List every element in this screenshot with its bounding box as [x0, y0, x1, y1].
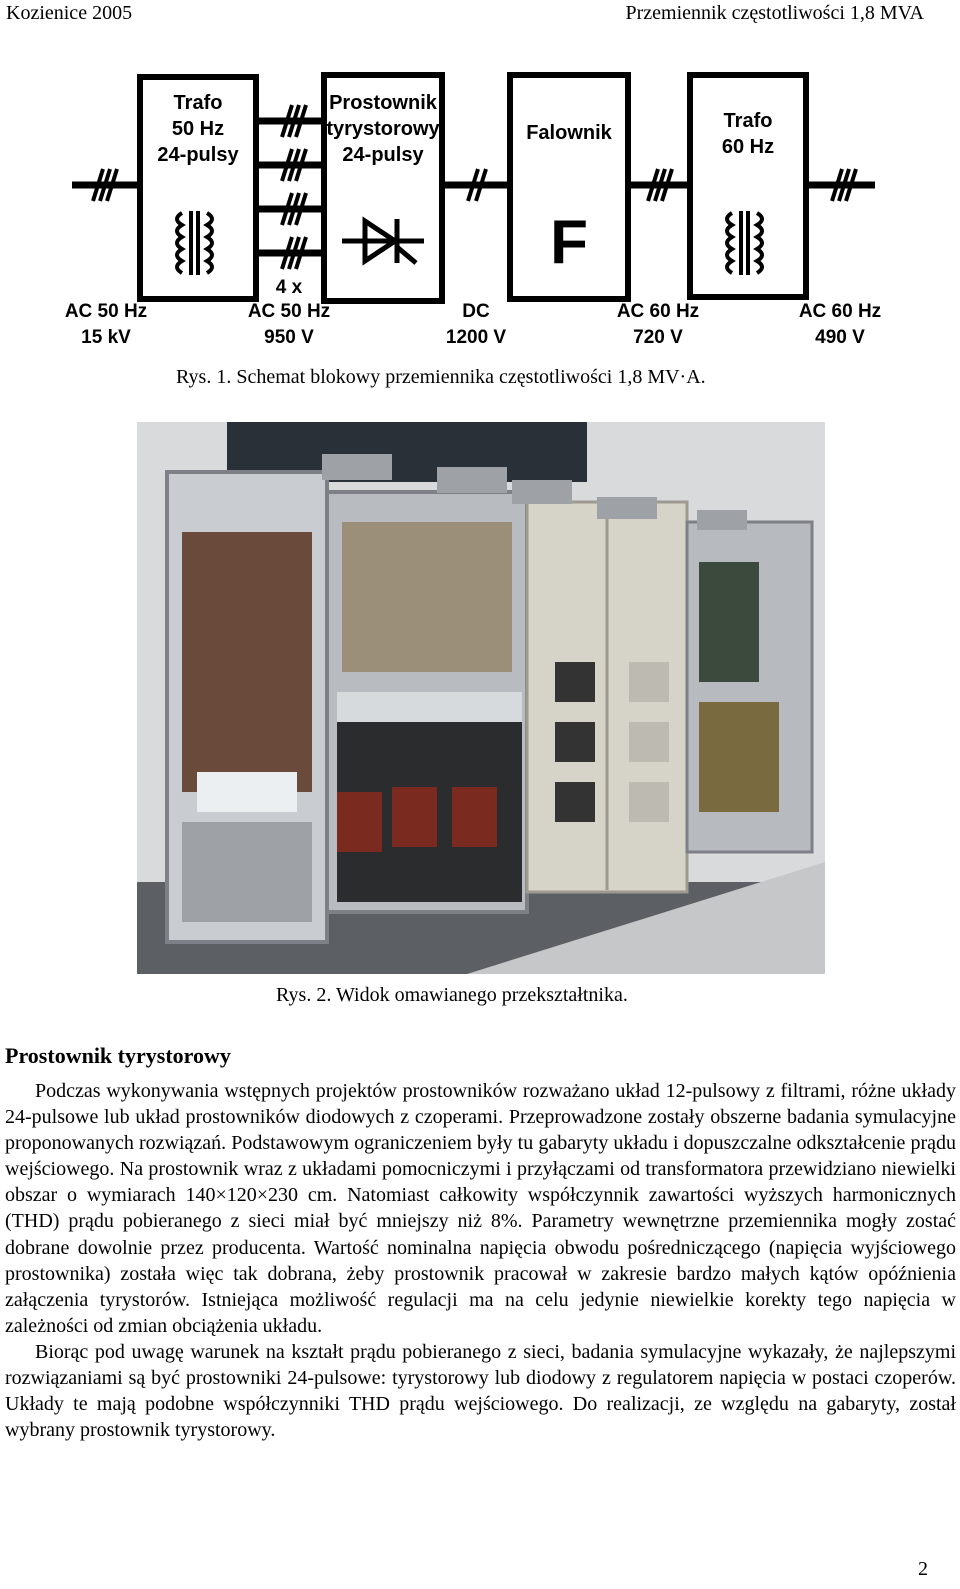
body-text [5, 1078, 956, 1443]
section-heading: Prostownik tyrystorowy [5, 1043, 231, 1068]
block-trafo-60hz-line-1: Trafo [723, 110, 773, 132]
paragraph-2: Biorąc pod uwagę warunek na kształt prądu pobieranego z sieci, badania symulacyjne wykazały, że najlepszymi rozwiązaniami są być prostowniki 24-pulsowe: tyrystorowy lub diodowy z regulatorem napięcia w postaci czoperów. Układy te mają podobne współczynniki THD prądu wejściowego. Do realizacji, ze względu na gabaryty, został wybrany prostownik tyrystorowy. [5, 1340, 956, 1442]
figure-1-caption: Rys. 1. Schemat blokowy przemiennika częstotliwości 1,8 MV·A. [176, 366, 706, 388]
hash-mark-4 [282, 237, 306, 269]
inverter-f-symbol: F [550, 208, 588, 277]
running-header-left: Kozienice 2005 [6, 2, 133, 24]
multiplier-label: 4 x [275, 277, 303, 298]
label-rect-freq: AC 50 Hz [247, 301, 331, 322]
label-ac60-volt: 720 V [633, 327, 683, 348]
label-rect-volt: 950 V [264, 327, 314, 348]
block-rectifier-line-1: Prostownik [329, 92, 437, 114]
hash-mark-3 [282, 193, 306, 225]
figure-2-caption: Rys. 2. Widok omawianego przekształtnika. [276, 984, 628, 1006]
page-number: 2 [918, 1558, 928, 1580]
label-output-freq: AC 60 Hz [798, 301, 882, 322]
equipment-photo [137, 422, 825, 974]
block-diagram [60, 65, 900, 357]
hash-mark-2 [282, 149, 306, 181]
block-trafo-50hz-line-3: 24-pulsy [157, 144, 239, 166]
hash-mark-output [832, 169, 856, 201]
hash-mark-input [93, 169, 117, 201]
block-trafo-50hz-line-2: 50 Hz [171, 118, 225, 140]
running-header-right: Przemiennik częstotliwości 1,8 MVA [625, 2, 924, 24]
label-dc-type: DC [462, 301, 490, 322]
block-trafo-50hz-line-1: Trafo [173, 92, 223, 114]
block-trafo-60hz-line-2: 60 Hz [721, 136, 775, 158]
label-dc-volt: 1200 V [445, 327, 507, 348]
block-inverter-line-1: Falownik [526, 122, 612, 144]
label-input-volt: 15 kV [81, 327, 131, 348]
block-rectifier-line-3: 24-pulsy [342, 144, 424, 166]
label-output-volt: 490 V [815, 327, 865, 348]
hash-mark-ac60 [648, 169, 672, 201]
block-rectifier-line-2: tyrystorowy [326, 118, 440, 140]
label-ac60-freq: AC 60 Hz [616, 301, 700, 322]
paragraph-1: Podczas wykonywania wstępnych projektów prostowników rozważano układ 12-pulsowy z filtrami, różne układy 24-pulsowe lub układ prostowników diodowych z czoperami. Przeprowadzone zostały obszerne badania symulacyjne proponowanych rozwiązań. Podstawowym ograniczeniem były tu gabaryty układu i dopuszczalne odkształcenie prądu wejściowego. Na prostownik wraz z układami pomocniczymi i przyłączami od transformatora przewidziano niewielki obszar o wymiarach 140×120×230 cm. Natomiast całkowity współczynnik zawartości wyższych harmonicznych (THD) prądu pobieranego z sieci miał być mniejszy niż 8%. Parametry wewnętrzne przemiennika mogły zostać dobrane dowolnie przez producenta. Wartość nominalna napięcia obwodu pośredniczącego (napięcia wyjściowego prostownika) została więc tak dobrana, żeby prostownik pracował w zakresie bardzo małych kątów opóźnienia załączenia tyrystorów. Istniejąca możliwość regulacji ma na celu jedynie niewielkie korekty tego napięcia w zależności od zmian obciążenia układu. [5, 1080, 956, 1337]
hash-mark-1 [282, 105, 306, 137]
label-input-freq: AC 50 Hz [64, 301, 148, 322]
